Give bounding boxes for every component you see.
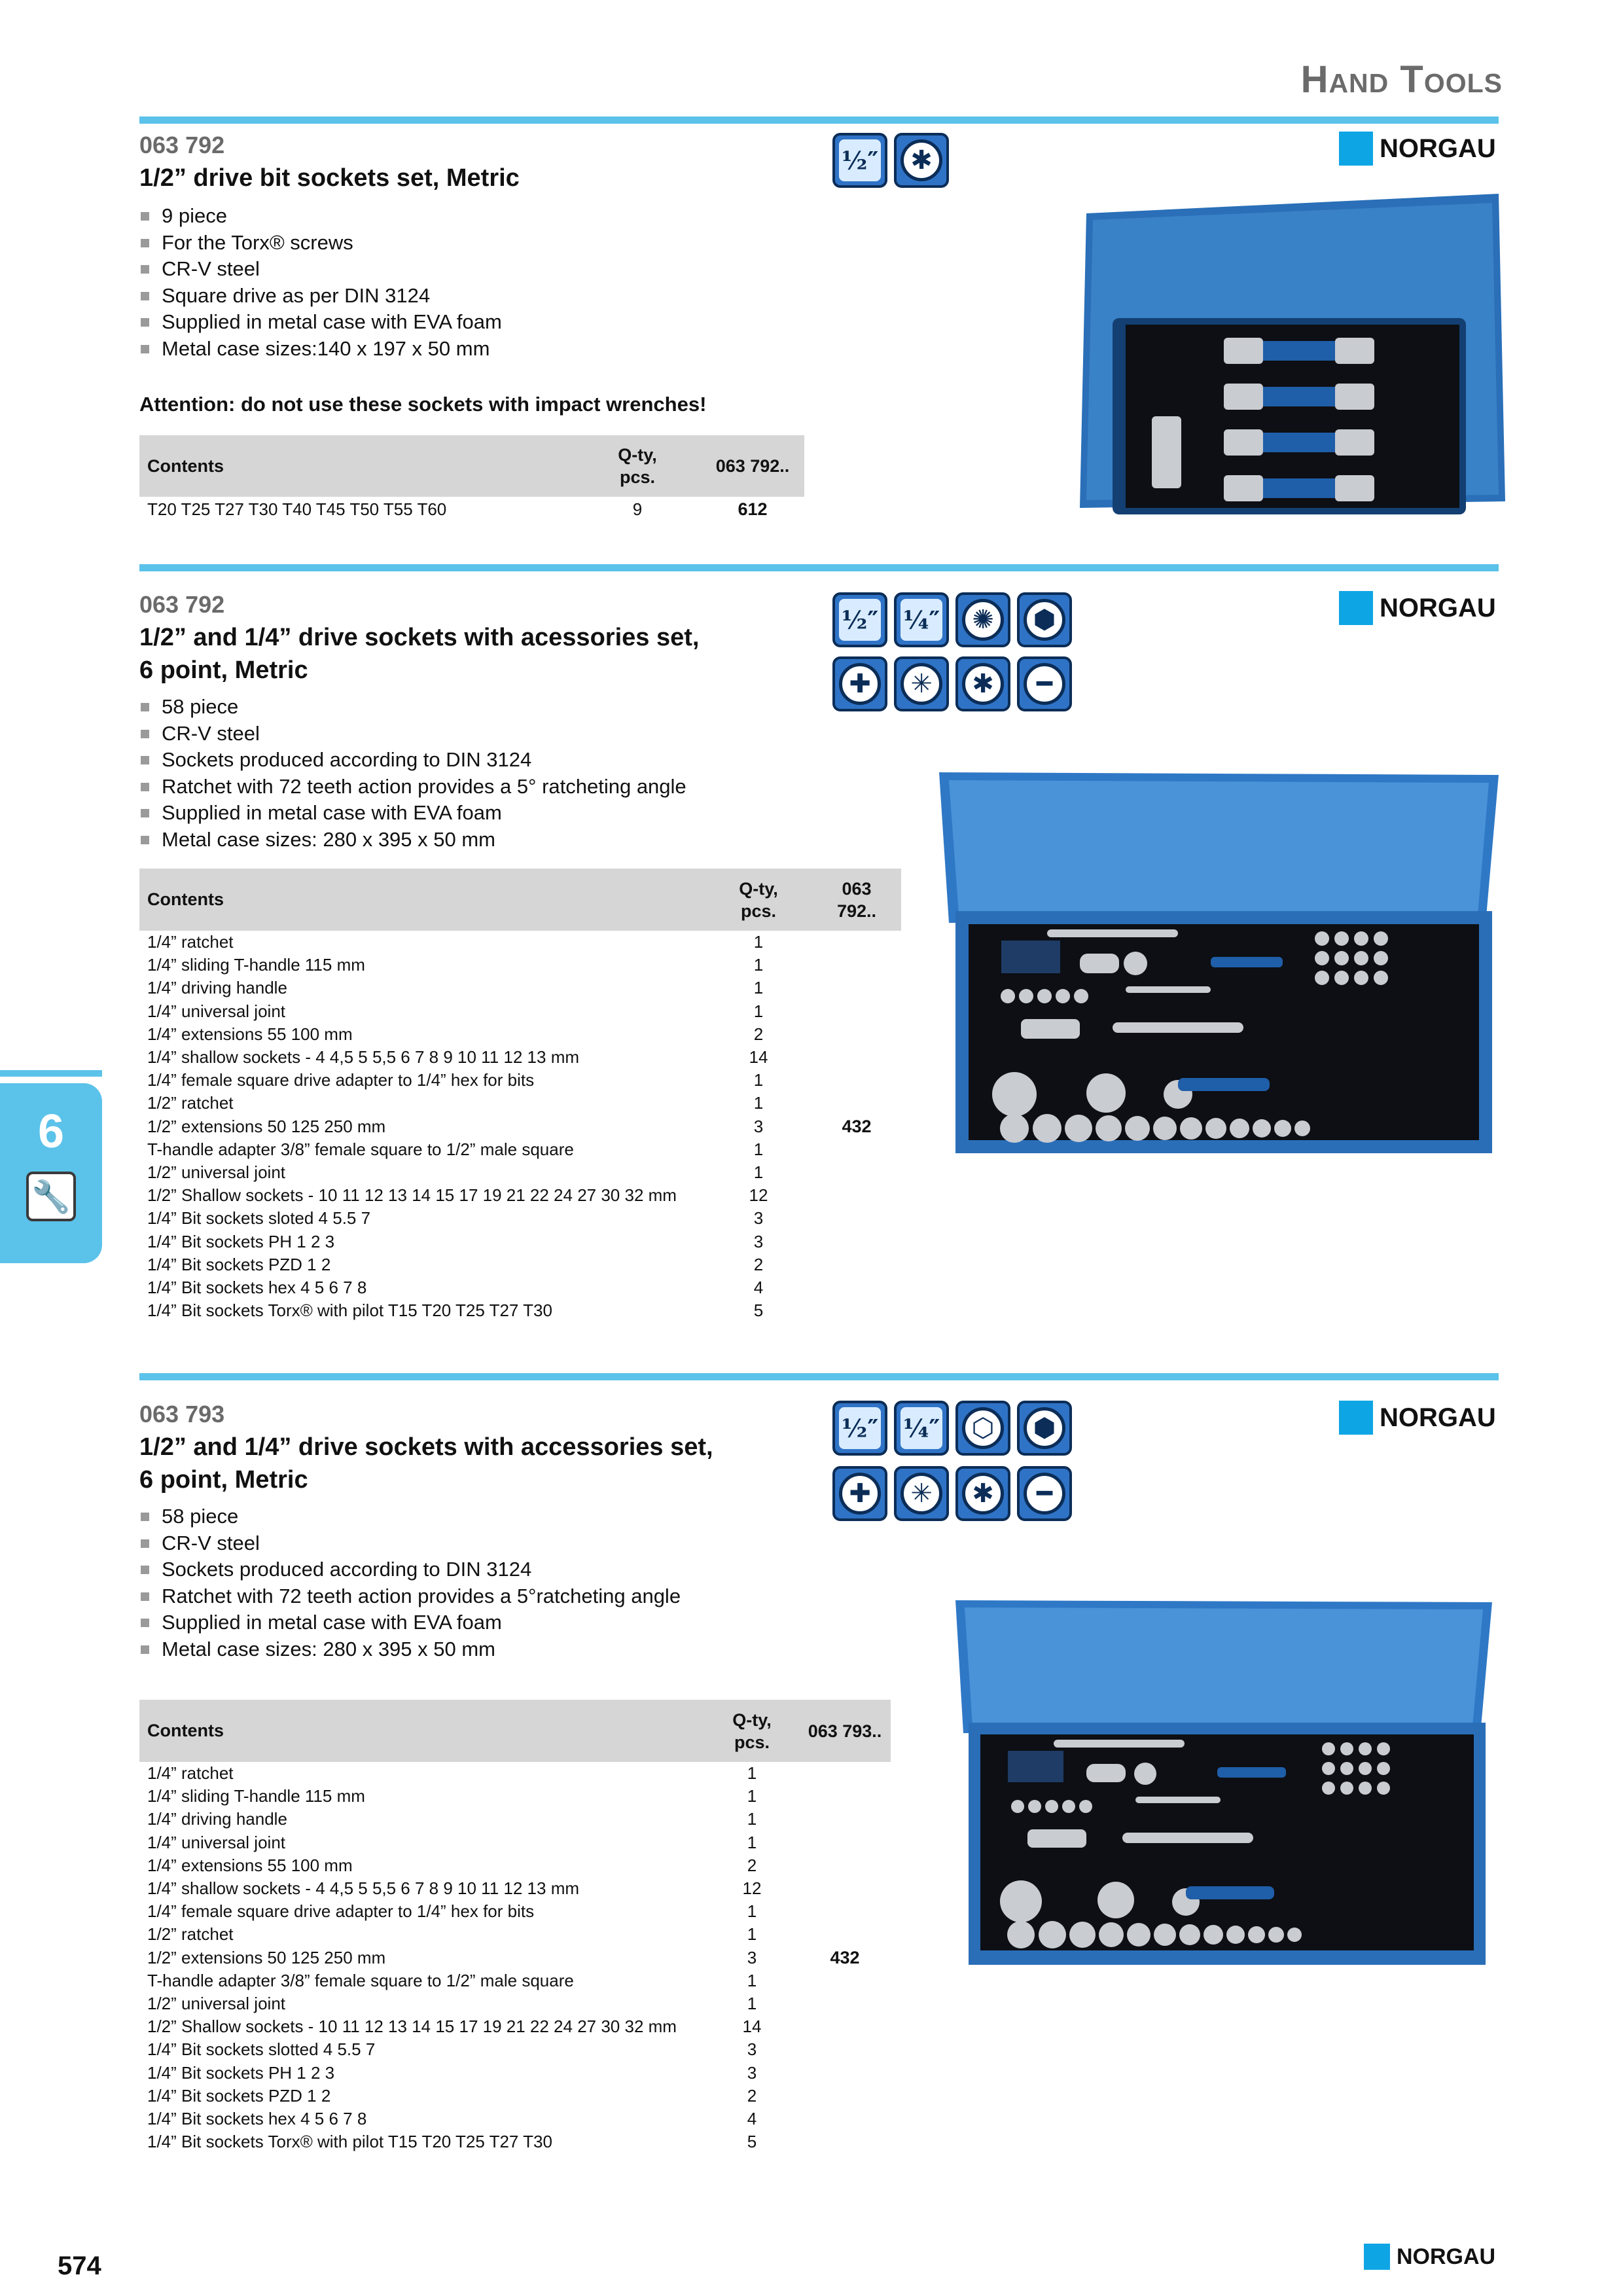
table-row bbox=[139, 1069, 901, 1092]
row-qty: 2 bbox=[747, 2085, 757, 2106]
table-row bbox=[139, 977, 901, 999]
page-number: 574 bbox=[58, 2251, 101, 2280]
table-row bbox=[139, 2015, 891, 2038]
qty-header-line1: Q-ty, bbox=[732, 1710, 772, 1730]
feature-list bbox=[139, 694, 687, 853]
qty-header-line2: pcs. bbox=[740, 901, 777, 921]
feature-item bbox=[139, 1636, 681, 1663]
row-contents: 1/4” extensions 55 100 mm bbox=[147, 1855, 353, 1875]
brand-name: NORGAU bbox=[1380, 134, 1496, 163]
table-row bbox=[139, 1854, 891, 1877]
feature-item bbox=[139, 256, 502, 283]
feature-item bbox=[139, 827, 687, 853]
feature-item bbox=[139, 1556, 681, 1583]
row-contents: 1/4” universal joint bbox=[147, 1001, 285, 1021]
row-qty: 1 bbox=[747, 1786, 757, 1806]
table-row bbox=[139, 1992, 891, 2015]
logo-square bbox=[1339, 591, 1373, 625]
table-row bbox=[139, 931, 901, 954]
feature-item bbox=[139, 283, 502, 310]
table-row bbox=[139, 1923, 891, 1946]
row-contents: 1/2” ratchet bbox=[147, 1093, 234, 1113]
row-contents: 1/2” Shallow sockets - 10 11 12 13 14 15 17 19 21 22 24 27 30 32 mm bbox=[147, 2017, 677, 2037]
row-contents: 1/4” Bit sockets Torx® with pilot T15 T20 T25 T27 T30 bbox=[147, 1300, 552, 1321]
brand-name: NORGAU bbox=[1397, 2244, 1496, 2269]
row-qty: 3 bbox=[753, 1231, 764, 1251]
row-qty: 1 bbox=[747, 1832, 757, 1852]
row-qty: 3 bbox=[747, 2039, 757, 2060]
row-qty: 2 bbox=[753, 1254, 764, 1274]
row-qty: 3 bbox=[747, 2062, 757, 2083]
torx-bit-icon: ✱ bbox=[955, 1466, 1010, 1521]
row-qty: 3 bbox=[753, 1116, 764, 1136]
row-qty: 4 bbox=[753, 1278, 764, 1298]
feature-item bbox=[139, 1583, 681, 1610]
row-contents: 1/4” ratchet bbox=[147, 932, 234, 952]
feature-item bbox=[139, 1530, 681, 1557]
feature-text: CR-V steel bbox=[162, 257, 260, 280]
row-qty: 1 bbox=[753, 1139, 764, 1159]
product-title-line: 6 point, Metric bbox=[139, 1466, 308, 1494]
row-contents: 1/4” Bit sockets PH 1 2 3 bbox=[147, 2062, 335, 2083]
feature-text: CR-V steel bbox=[162, 721, 260, 745]
wrench-icon: 🔧 bbox=[26, 1172, 76, 1221]
feature-text: Metal case sizes: 280 x 395 x 50 mm bbox=[162, 827, 496, 851]
table-row bbox=[139, 2062, 891, 2085]
table-row bbox=[139, 1230, 901, 1253]
feature-text: Ratchet with 72 teeth action provides a 5° ratcheting angle bbox=[162, 774, 687, 798]
row-contents: T-handle adapter 3/8” female square to 1/2” male square bbox=[147, 1970, 574, 1990]
brand-logo bbox=[1339, 591, 1496, 625]
row-contents: 1/4” Bit sockets hex 4 5 6 7 8 bbox=[147, 2109, 367, 2129]
table-row bbox=[139, 1000, 901, 1023]
table-row bbox=[139, 1184, 901, 1207]
product-title bbox=[139, 621, 699, 687]
row-contents: 1/2” Shallow sockets - 10 11 12 13 14 15 17 19 21 22 24 27 30 32 mm bbox=[147, 1185, 677, 1206]
logo-square bbox=[1339, 132, 1373, 166]
feature-item bbox=[139, 230, 502, 257]
slotted-bit-icon: ━ bbox=[1017, 1466, 1072, 1521]
row-qty: 2 bbox=[747, 1855, 757, 1875]
6-point-socket-icon: ⬢ bbox=[1017, 592, 1072, 647]
torx-bit-icon: ✱ bbox=[955, 656, 1010, 711]
table-row bbox=[139, 954, 901, 977]
product-photo bbox=[942, 1597, 1505, 2003]
product-photo bbox=[1073, 194, 1512, 534]
table-row bbox=[139, 497, 804, 523]
feature-item bbox=[139, 694, 687, 721]
row-article: 612 bbox=[738, 499, 768, 520]
row-qty: 1 bbox=[753, 1162, 764, 1183]
row-contents: 1/4” Bit sockets PZD 1 2 bbox=[147, 2085, 331, 2106]
half-inch-drive-icon: ½″ bbox=[832, 133, 887, 188]
brand-logo bbox=[1339, 1401, 1496, 1435]
column-header-contents: Contents bbox=[139, 435, 574, 497]
section-rule bbox=[139, 1373, 1499, 1380]
quarter-inch-drive-icon: ¼″ bbox=[894, 592, 949, 647]
row-qty: 1 bbox=[753, 1070, 764, 1090]
slotted-bit-icon: ━ bbox=[1017, 656, 1072, 711]
table-row bbox=[139, 1023, 901, 1046]
table-row bbox=[139, 2038, 891, 2061]
column-header-qty bbox=[705, 1700, 799, 1762]
table-row bbox=[139, 1877, 891, 1900]
contents-table bbox=[139, 869, 901, 1322]
table-row bbox=[139, 1808, 891, 1831]
product-title bbox=[139, 1431, 713, 1496]
product-code: 063 792 bbox=[139, 132, 225, 158]
feature-text: Supplied in metal case with EVA foam bbox=[162, 801, 502, 824]
row-qty: 12 bbox=[742, 1878, 762, 1899]
row-contents: 1/4” female square drive adapter to 1/4” hex for bits bbox=[147, 1901, 535, 1922]
row-qty: 3 bbox=[747, 1947, 757, 1967]
quarter-inch-drive-icon: ¼″ bbox=[894, 1401, 949, 1456]
table-row bbox=[139, 1046, 901, 1069]
row-contents: 1/4” Bit sockets Torx® with pilot T15 T20 T25 T27 T30 bbox=[147, 2132, 552, 2152]
feature-text: Metal case sizes:140 x 197 x 50 mm bbox=[162, 336, 490, 360]
row-contents: 1/4” sliding T-handle 115 mm bbox=[147, 1786, 365, 1806]
qty-header-line2: pcs. bbox=[619, 467, 656, 487]
qty-header-line2: pcs. bbox=[734, 1732, 770, 1752]
feature-item bbox=[139, 721, 687, 747]
row-qty: 14 bbox=[742, 2017, 762, 2037]
feature-item bbox=[139, 309, 502, 336]
table-row bbox=[139, 1762, 891, 1785]
row-contents: 1/4” shallow sockets - 4 4,5 5 5,5 6 7 8 9 10 11 12 13 mm bbox=[147, 1047, 580, 1067]
feature-text: CR-V steel bbox=[162, 1531, 260, 1554]
row-contents: 1/2” extensions 50 125 250 mm bbox=[147, 1116, 386, 1136]
product-title-line: 1/2” and 1/4” drive sockets with acessories set, bbox=[139, 624, 700, 651]
pozidriv-bit-icon: ✳ bbox=[894, 1466, 949, 1521]
page-title: Hand Tools bbox=[1300, 58, 1503, 101]
feature-text: Metal case sizes: 280 x 395 x 50 mm bbox=[162, 1637, 496, 1660]
row-article: 432 bbox=[842, 1116, 872, 1136]
row-qty: 14 bbox=[749, 1047, 768, 1067]
column-header-contents: Contents bbox=[139, 869, 705, 931]
brand-name: NORGAU bbox=[1380, 593, 1496, 622]
feature-text: For the Torx® screws bbox=[162, 230, 353, 254]
row-qty: 5 bbox=[747, 2132, 757, 2152]
row-qty: 12 bbox=[749, 1185, 768, 1206]
feature-item bbox=[139, 1609, 681, 1636]
contents-table bbox=[139, 1700, 891, 2153]
column-header-contents: Contents bbox=[139, 1700, 705, 1762]
row-qty: 1 bbox=[753, 1001, 764, 1021]
feature-text: Supplied in metal case with EVA foam bbox=[162, 1611, 502, 1634]
product-code: 063 792 bbox=[139, 591, 225, 618]
row-qty: 4 bbox=[747, 2109, 757, 2129]
section-rule bbox=[139, 564, 1499, 571]
row-qty: 1 bbox=[753, 1093, 764, 1113]
row-qty: 1 bbox=[753, 932, 764, 952]
row-qty: 1 bbox=[747, 1763, 757, 1783]
column-header-qty bbox=[574, 435, 701, 497]
feature-text: Square drive as per DIN 3124 bbox=[162, 283, 431, 307]
table-row bbox=[139, 1900, 891, 1923]
table-row bbox=[139, 1831, 891, 1854]
row-qty: 1 bbox=[753, 978, 764, 998]
feature-item bbox=[139, 203, 502, 230]
row-contents: 1/4” Bit sockets sloted 4 5.5 7 bbox=[147, 1208, 371, 1229]
table-row bbox=[139, 1299, 901, 1322]
product-title bbox=[139, 162, 520, 194]
table-row bbox=[139, 1207, 901, 1230]
table-row bbox=[139, 1785, 891, 1808]
row-qty: 1 bbox=[747, 1901, 757, 1922]
feature-item bbox=[139, 1503, 681, 1530]
table-row bbox=[139, 1161, 901, 1184]
row-qty: 3 bbox=[753, 1208, 764, 1229]
feature-item bbox=[139, 800, 687, 827]
table-row bbox=[139, 1115, 901, 1138]
column-header-article: 063 793.. bbox=[799, 1700, 891, 1762]
table-row bbox=[139, 2108, 891, 2130]
feature-list bbox=[139, 203, 502, 362]
row-contents: 1/2” universal joint bbox=[147, 1162, 285, 1183]
row-contents: 1/4” ratchet bbox=[147, 1763, 234, 1783]
column-header-qty bbox=[705, 869, 812, 931]
feature-text: Sockets produced according to DIN 3124 bbox=[162, 1558, 532, 1581]
row-qty: 1 bbox=[747, 1924, 757, 1945]
row-qty: 5 bbox=[753, 1300, 764, 1321]
feature-text: 58 piece bbox=[162, 695, 239, 718]
table-row bbox=[139, 2085, 891, 2108]
row-contents: 1/4” female square drive adapter to 1/4” hex for bits bbox=[147, 1070, 535, 1090]
table-row bbox=[139, 1969, 891, 1992]
row-qty: 1 bbox=[753, 955, 764, 975]
pozidriv-bit-icon: ✳ bbox=[894, 656, 949, 711]
contents-table bbox=[139, 435, 804, 523]
product-title-line: 1/2” and 1/4” drive sockets with accessories set, bbox=[139, 1433, 713, 1461]
brand-name: NORGAU bbox=[1380, 1403, 1496, 1432]
feature-item bbox=[139, 336, 502, 363]
column-header-article: 063 792.. bbox=[701, 435, 804, 497]
row-contents: 1/4” Bit sockets hex 4 5 6 7 8 bbox=[147, 1278, 367, 1298]
phillips-bit-icon: ✚ bbox=[832, 656, 887, 711]
footer-brand-logo bbox=[1364, 2244, 1495, 2270]
row-contents: 1/4” sliding T-handle 115 mm bbox=[147, 955, 365, 975]
row-qty: 9 bbox=[632, 499, 643, 520]
half-inch-drive-icon: ½″ bbox=[832, 592, 887, 647]
feature-item bbox=[139, 747, 687, 774]
brand-logo bbox=[1339, 132, 1496, 166]
row-contents: 1/2” ratchet bbox=[147, 1924, 234, 1945]
qty-header-line1: Q-ty, bbox=[618, 445, 657, 465]
feature-text: 58 piece bbox=[162, 1505, 239, 1528]
table-row bbox=[139, 1946, 891, 1969]
row-qty: 1 bbox=[747, 1994, 757, 2014]
product-photo bbox=[929, 767, 1512, 1225]
row-contents: 1/2” extensions 50 125 250 mm bbox=[147, 1947, 386, 1967]
row-contents: 1/4” Bit sockets PH 1 2 3 bbox=[147, 1231, 335, 1251]
12-point-socket-icon: ✺ bbox=[955, 592, 1010, 647]
row-contents: 1/4” shallow sockets - 4 4,5 5 5,5 6 7 8 9 10 11 12 13 mm bbox=[147, 1878, 580, 1899]
row-contents: 1/4” driving handle bbox=[147, 1809, 287, 1829]
row-contents: 1/4” driving handle bbox=[147, 978, 287, 998]
row-qty: 2 bbox=[753, 1024, 764, 1044]
product-title-line: 1/2” drive bit sockets set, Metric bbox=[139, 164, 520, 192]
table-row bbox=[139, 1092, 901, 1115]
section-rule bbox=[139, 117, 1499, 124]
row-contents: 1/4” universal joint bbox=[147, 1832, 285, 1852]
half-inch-drive-icon: ½″ bbox=[832, 1401, 887, 1456]
phillips-bit-icon: ✚ bbox=[832, 1466, 887, 1521]
product-title-line: 6 point, Metric bbox=[139, 656, 308, 684]
feature-list bbox=[139, 1503, 681, 1662]
attention-note: Attention: do not use these sockets with impact wrenches! bbox=[139, 393, 707, 416]
row-qty: 1 bbox=[747, 1970, 757, 1990]
feature-text: Supplied in metal case with EVA foam bbox=[162, 310, 502, 333]
table-row bbox=[139, 1253, 901, 1276]
torx-icon: ✱ bbox=[894, 133, 949, 188]
feature-text: Ratchet with 72 teeth action provides a 5°ratcheting angle bbox=[162, 1584, 681, 1607]
row-article: 432 bbox=[830, 1947, 860, 1967]
qty-header-line1: Q-ty, bbox=[739, 878, 778, 899]
6-point-socket-icon: ⬡ bbox=[955, 1401, 1010, 1456]
logo-square bbox=[1364, 2244, 1390, 2270]
column-header-article: 063 792.. bbox=[812, 869, 901, 931]
feature-text: Sockets produced according to DIN 3124 bbox=[162, 748, 532, 771]
logo-square bbox=[1339, 1401, 1373, 1435]
row-contents: T-handle adapter 3/8” female square to 1/2” male square bbox=[147, 1139, 574, 1159]
row-contents: 1/2” universal joint bbox=[147, 1994, 285, 2014]
row-contents: 1/4” extensions 55 100 mm bbox=[147, 1024, 353, 1044]
feature-text: 9 piece bbox=[162, 204, 227, 227]
row-contents: T20 T25 T27 T30 T40 T45 T50 T55 T60 bbox=[147, 499, 447, 520]
feature-item bbox=[139, 774, 687, 800]
product-code: 063 793 bbox=[139, 1401, 225, 1427]
chapter-number: 6 bbox=[37, 1105, 65, 1158]
table-row bbox=[139, 1138, 901, 1161]
table-row bbox=[139, 1276, 901, 1299]
row-qty: 1 bbox=[747, 1809, 757, 1829]
chapter-tab-line bbox=[0, 1070, 102, 1077]
row-contents: 1/4” Bit sockets PZD 1 2 bbox=[147, 1254, 331, 1274]
6-point-socket-icon: ⬢ bbox=[1017, 1401, 1072, 1456]
row-contents: 1/4” Bit sockets slotted 4 5.5 7 bbox=[147, 2039, 376, 2060]
table-row bbox=[139, 2130, 891, 2153]
